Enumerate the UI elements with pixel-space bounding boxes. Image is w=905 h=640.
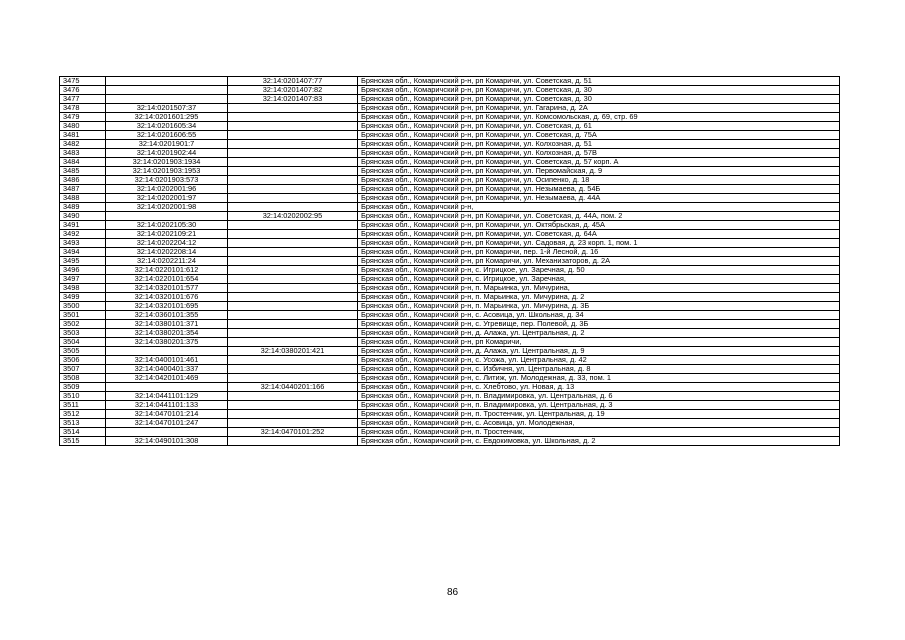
row-number-cell: 3476	[60, 86, 106, 95]
cadastral-number-cell: 32:14:0201507:37	[106, 104, 228, 113]
row-number-cell: 3494	[60, 248, 106, 257]
row-number-cell: 3504	[60, 338, 106, 347]
row-number-cell: 3511	[60, 401, 106, 410]
cadastral-number-alt-cell	[228, 338, 358, 347]
table-row	[60, 194, 840, 203]
cadastral-number-cell: 32:14:0202001:96	[106, 185, 228, 194]
row-number-cell: 3479	[60, 113, 106, 122]
cadastral-number-cell: 32:14:0201903:1934	[106, 158, 228, 167]
cadastral-number-alt-cell	[228, 419, 358, 428]
row-number-cell: 3478	[60, 104, 106, 113]
cadastral-number-cell	[106, 86, 228, 95]
table-row	[60, 248, 840, 257]
address-cell: Брянская обл., Комаричский р-н, рп Комаричи, ул. Советская, д. 30	[358, 95, 840, 104]
table-row	[60, 212, 840, 221]
cadastral-number-alt-cell	[228, 149, 358, 158]
cadastral-number-alt-cell	[228, 248, 358, 257]
cadastral-number-alt-cell: 32:14:0201407:77	[228, 77, 358, 86]
cadastral-number-alt-cell	[228, 221, 358, 230]
address-cell: Брянская обл., Комаричский р-н, п. Владимировка, ул. Центральная, д. 3	[358, 401, 840, 410]
address-cell: Брянская обл., Комаричский р-н, рп Комаричи, ул. Советская, д. 44А, пом. 2	[358, 212, 840, 221]
row-number-cell: 3507	[60, 365, 106, 374]
page-number: 86	[446, 587, 459, 598]
table-row	[60, 419, 840, 428]
table-row	[60, 104, 840, 113]
cadastral-number-alt-cell	[228, 320, 358, 329]
address-cell: Брянская обл., Комаричский р-н, с. Хлебтово, ул. Новая, д. 13	[358, 383, 840, 392]
table-row	[60, 347, 840, 356]
address-cell: Брянская обл., Комаричский р-н, рп Комаричи, ул. Гагарина, д. 2А	[358, 104, 840, 113]
cadastral-number-cell: 32:14:0220101:654	[106, 275, 228, 284]
cadastral-number-alt-cell: 32:14:0201407:82	[228, 86, 358, 95]
address-cell: Брянская обл., Комаричский р-н, с. Литиж, ул. Молодежная, д. 33, пом. 1	[358, 374, 840, 383]
address-cell: Брянская обл., Комаричский р-н, рп Комаричи, ул. Колхозная, д. 57В	[358, 149, 840, 158]
address-cell: Брянская обл., Комаричский р-н, с. Усожа, ул. Центральная, д. 42	[358, 356, 840, 365]
row-number-cell: 3514	[60, 428, 106, 437]
row-number-cell: 3500	[60, 302, 106, 311]
table-row	[60, 374, 840, 383]
cadastral-number-alt-cell	[228, 401, 358, 410]
address-cell: Брянская обл., Комаричский р-н, рп Комаричи, ул. Советская, д. 61	[358, 122, 840, 131]
cadastral-number-cell: 32:14:0201605:34	[106, 122, 228, 131]
address-cell: Брянская обл., Комаричский р-н, рп Комаричи,	[358, 338, 840, 347]
cadastral-number-cell: 32:14:0202109:21	[106, 230, 228, 239]
table-row	[60, 383, 840, 392]
cadastral-number-cell: 32:14:0201606:55	[106, 131, 228, 140]
address-cell: Брянская обл., Комаричский р-н, п. Тростенчик, ул. Центральная, д. 19	[358, 410, 840, 419]
address-cell: Брянская обл., Комаричский р-н, с. Избичня, ул. Центральная, д. 8	[358, 365, 840, 374]
row-number-cell: 3484	[60, 158, 106, 167]
table-row	[60, 275, 840, 284]
row-number-cell: 3502	[60, 320, 106, 329]
cadastral-number-cell: 32:14:0400401:337	[106, 365, 228, 374]
cadastral-number-cell	[106, 347, 228, 356]
row-number-cell: 3489	[60, 203, 106, 212]
cadastral-number-cell: 32:14:0490101:308	[106, 437, 228, 446]
cadastral-number-cell: 32:14:0220101:612	[106, 266, 228, 275]
address-cell: Брянская обл., Комаричский р-н, рп Комаричи, ул. Советская, д. 51	[358, 77, 840, 86]
cadastral-number-cell: 32:14:0202001:97	[106, 194, 228, 203]
cadastral-number-cell: 32:14:0441101:133	[106, 401, 228, 410]
cadastral-number-alt-cell	[228, 275, 358, 284]
row-number-cell: 3497	[60, 275, 106, 284]
address-cell: Брянская обл., Комаричский р-н, рп Комаричи, ул. Комсомольская, д. 69, стр. 69	[358, 113, 840, 122]
address-cell: Брянская обл., Комаричский р-н, рп Комаричи, пер. 1-й Лесной, д. 16	[358, 248, 840, 257]
cadastral-number-alt-cell	[228, 293, 358, 302]
row-number-cell: 3482	[60, 140, 106, 149]
row-number-cell: 3508	[60, 374, 106, 383]
address-cell: Брянская обл., Комаричский р-н, рп Комаричи, ул. Механизаторов, д. 2А	[358, 257, 840, 266]
address-cell: Брянская обл., Комаричский р-н, с. Евдокимовка, ул. Школьная, д. 2	[358, 437, 840, 446]
cadastral-number-cell	[106, 95, 228, 104]
row-number-cell: 3505	[60, 347, 106, 356]
row-number-cell: 3512	[60, 410, 106, 419]
row-number-cell: 3481	[60, 131, 106, 140]
cadastral-number-cell: 32:14:0202208:14	[106, 248, 228, 257]
table-row	[60, 95, 840, 104]
table-row	[60, 401, 840, 410]
table-row	[60, 311, 840, 320]
address-cell: Брянская обл., Комаричский р-н, рп Комаричи, ул. Советская, д. 64А	[358, 230, 840, 239]
row-number-cell: 3506	[60, 356, 106, 365]
table-row	[60, 239, 840, 248]
row-number-cell: 3483	[60, 149, 106, 158]
address-cell: Брянская обл., Комаричский р-н,	[358, 203, 840, 212]
row-number-cell: 3513	[60, 419, 106, 428]
address-cell: Брянская обл., Комаричский р-н, д. Алажа, ул. Центральная, д. 2	[358, 329, 840, 338]
address-cell: Брянская обл., Комаричский р-н, рп Комаричи, ул. Октябрьская, д. 45А	[358, 221, 840, 230]
table-row	[60, 410, 840, 419]
cadastral-number-alt-cell	[228, 374, 358, 383]
table-row	[60, 158, 840, 167]
address-cell: Брянская обл., Комаричский р-н, рп Комаричи, ул. Советская, д. 57 корп. А	[358, 158, 840, 167]
cadastral-number-cell	[106, 212, 228, 221]
address-cell: Брянская обл., Комаричский р-н, с. Асовица, ул. Школьная, д. 34	[358, 311, 840, 320]
cadastral-number-cell: 32:14:0202105:30	[106, 221, 228, 230]
table-row	[60, 257, 840, 266]
cadastral-number-cell: 32:14:0201902:44	[106, 149, 228, 158]
table-row	[60, 149, 840, 158]
table-row	[60, 338, 840, 347]
table-row	[60, 356, 840, 365]
row-number-cell: 3495	[60, 257, 106, 266]
cadastral-number-alt-cell	[228, 230, 358, 239]
table-row	[60, 230, 840, 239]
row-number-cell: 3501	[60, 311, 106, 320]
cadastral-number-alt-cell	[228, 185, 358, 194]
address-cell: Брянская обл., Комаричский р-н, рп Комаричи, ул. Советская, д. 30	[358, 86, 840, 95]
table-row	[60, 86, 840, 95]
cadastral-number-cell: 32:14:0202001:98	[106, 203, 228, 212]
cadastral-number-cell	[106, 428, 228, 437]
address-cell: Брянская обл., Комаричский р-н, с. Угревище, пер. Полевой, д. 3Б	[358, 320, 840, 329]
cadastral-number-alt-cell: 32:14:0470101:252	[228, 428, 358, 437]
address-cell: Брянская обл., Комаричский р-н, рп Комаричи, ул. Советская, д. 75А	[358, 131, 840, 140]
table-row	[60, 320, 840, 329]
table-row	[60, 185, 840, 194]
row-number-cell: 3485	[60, 167, 106, 176]
register-body	[60, 77, 840, 446]
table-row	[60, 131, 840, 140]
cadastral-number-cell: 32:14:0201601:295	[106, 113, 228, 122]
cadastral-number-cell: 32:14:0400101:461	[106, 356, 228, 365]
cadastral-number-alt-cell	[228, 194, 358, 203]
row-number-cell: 3487	[60, 185, 106, 194]
row-number-cell: 3498	[60, 284, 106, 293]
cadastral-number-alt-cell: 32:14:0440201:166	[228, 383, 358, 392]
row-number-cell: 3492	[60, 230, 106, 239]
cadastral-number-cell: 32:14:0320101:695	[106, 302, 228, 311]
cadastral-number-alt-cell	[228, 365, 358, 374]
cadastral-number-cell: 32:14:0420101:469	[106, 374, 228, 383]
cadastral-number-alt-cell	[228, 140, 358, 149]
cadastral-number-alt-cell	[228, 356, 358, 365]
row-number-cell: 3480	[60, 122, 106, 131]
row-number-cell: 3486	[60, 176, 106, 185]
row-number-cell: 3493	[60, 239, 106, 248]
address-cell: Брянская обл., Комаричский р-н, с. Игрицкое, ул. Заречная,	[358, 275, 840, 284]
cadastral-number-cell	[106, 383, 228, 392]
address-cell: Брянская обл., Комаричский р-н, рп Комаричи, ул. Незымаева, д. 54Б	[358, 185, 840, 194]
cadastral-number-alt-cell	[228, 257, 358, 266]
address-cell: Брянская обл., Комаричский р-н, рп Комаричи, ул. Первомайская, д. 9	[358, 167, 840, 176]
cadastral-number-cell: 32:14:0380201:375	[106, 338, 228, 347]
table-row	[60, 392, 840, 401]
address-cell: Брянская обл., Комаричский р-н, рп Комаричи, ул. Осипенко, д. 18	[358, 176, 840, 185]
table-row	[60, 167, 840, 176]
address-cell: Брянская обл., Комаричский р-н, рп Комаричи, ул. Садовая, д. 23 корп. 1, пом. 1	[358, 239, 840, 248]
cadastral-number-cell	[106, 77, 228, 86]
cadastral-number-cell: 32:14:0320101:676	[106, 293, 228, 302]
cadastral-number-cell: 32:14:0201903:573	[106, 176, 228, 185]
cadastral-number-alt-cell	[228, 158, 358, 167]
table-row	[60, 113, 840, 122]
address-cell: Брянская обл., Комаричский р-н, с. Игрицкое, ул. Заречная, д. 50	[358, 266, 840, 275]
address-cell: Брянская обл., Комаричский р-н, рп Комаричи, ул. Незымаева, д. 44А	[358, 194, 840, 203]
cadastral-number-cell: 32:14:0360101:355	[106, 311, 228, 320]
row-number-cell: 3490	[60, 212, 106, 221]
cadastral-number-alt-cell	[228, 113, 358, 122]
address-cell: Брянская обл., Комаричский р-н, п. Марьинка, ул. Мичурина,	[358, 284, 840, 293]
cadastral-number-cell: 32:14:0201901:7	[106, 140, 228, 149]
cadastral-number-cell: 32:14:0470101:214	[106, 410, 228, 419]
row-number-cell: 3475	[60, 77, 106, 86]
cadastral-number-alt-cell	[228, 437, 358, 446]
cadastral-number-alt-cell: 32:14:0201407:83	[228, 95, 358, 104]
cadastral-number-cell: 32:14:0380201:354	[106, 329, 228, 338]
address-cell: Брянская обл., Комаричский р-н, п. Владимировка, ул. Центральная, д. 6	[358, 392, 840, 401]
address-cell: Брянская обл., Комаричский р-н, п. Марьинка, ул. Мичурина, д. 2	[358, 293, 840, 302]
row-number-cell: 3509	[60, 383, 106, 392]
cadastral-number-alt-cell	[228, 167, 358, 176]
row-number-cell: 3499	[60, 293, 106, 302]
table-row	[60, 140, 840, 149]
cadastral-number-cell: 32:14:0202204:12	[106, 239, 228, 248]
address-cell: Брянская обл., Комаричский р-н, с. Асовица, ул. Молодежная,	[358, 419, 840, 428]
address-cell: Брянская обл., Комаричский р-н, д. Алажа, ул. Центральная, д. 9	[358, 347, 840, 356]
cadastral-number-alt-cell	[228, 176, 358, 185]
table-row	[60, 266, 840, 275]
cadastral-number-alt-cell	[228, 302, 358, 311]
cadastral-number-alt-cell	[228, 392, 358, 401]
cadastral-number-alt-cell: 32:14:0202002:95	[228, 212, 358, 221]
table-row	[60, 77, 840, 86]
address-cell: Брянская обл., Комаричский р-н, п. Марьинка, ул. Мичурина, д. 3Б	[358, 302, 840, 311]
table-row	[60, 428, 840, 437]
table-row	[60, 203, 840, 212]
table-row	[60, 302, 840, 311]
cadastral-number-alt-cell	[228, 266, 358, 275]
cadastral-number-alt-cell	[228, 122, 358, 131]
table-row	[60, 437, 840, 446]
cadastral-number-cell: 32:14:0320101:577	[106, 284, 228, 293]
row-number-cell: 3477	[60, 95, 106, 104]
cadastral-number-alt-cell	[228, 311, 358, 320]
row-number-cell: 3488	[60, 194, 106, 203]
cadastral-number-alt-cell: 32:14:0380201:421	[228, 347, 358, 356]
table-row	[60, 365, 840, 374]
cadastral-number-cell: 32:14:0201903:1953	[106, 167, 228, 176]
address-cell: Брянская обл., Комаричский р-н, п. Тростенчик,	[358, 428, 840, 437]
cadastral-number-cell: 32:14:0470101:247	[106, 419, 228, 428]
cadastral-number-alt-cell	[228, 203, 358, 212]
row-number-cell: 3491	[60, 221, 106, 230]
table-row	[60, 284, 840, 293]
cadastral-number-cell: 32:14:0441101:129	[106, 392, 228, 401]
row-number-cell: 3503	[60, 329, 106, 338]
cadastral-number-alt-cell	[228, 410, 358, 419]
row-number-cell: 3515	[60, 437, 106, 446]
cadastral-number-alt-cell	[228, 239, 358, 248]
cadastral-number-cell: 32:14:0380101:371	[106, 320, 228, 329]
row-number-cell: 3510	[60, 392, 106, 401]
table-row	[60, 221, 840, 230]
table-row	[60, 176, 840, 185]
cadastral-number-alt-cell	[228, 131, 358, 140]
row-number-cell: 3496	[60, 266, 106, 275]
cadastral-number-alt-cell	[228, 104, 358, 113]
cadastral-number-alt-cell	[228, 284, 358, 293]
table-row	[60, 293, 840, 302]
table-row	[60, 329, 840, 338]
cadastral-number-alt-cell	[228, 329, 358, 338]
table-row	[60, 122, 840, 131]
address-cell: Брянская обл., Комаричский р-н, рп Комаричи, ул. Колхозная, д. 51	[358, 140, 840, 149]
property-register-table	[59, 76, 840, 446]
cadastral-number-cell: 32:14:0202211:24	[106, 257, 228, 266]
